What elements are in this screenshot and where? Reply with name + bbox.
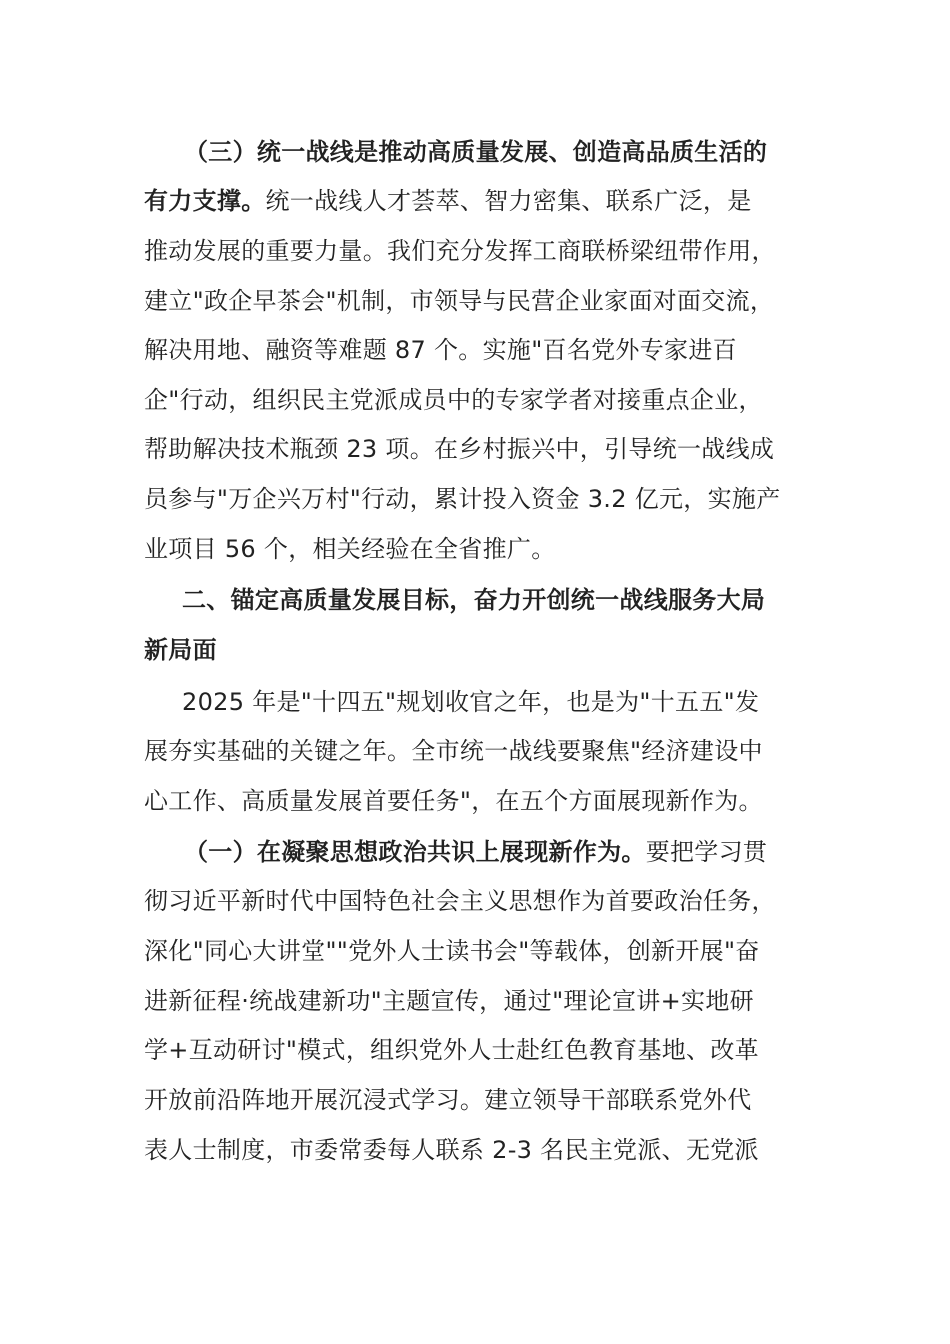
paragraph-line [144,785,763,817]
paragraph-line [144,384,763,416]
paragraph-line [144,235,776,267]
paragraph-line [182,686,759,718]
body-text: 企"行动，组织民主党派成员中的专家学者对接重点企业， [144,386,763,414]
body-text: 表人士制度，市委常委每人联系 2-3 名民主党派、无党派 [144,1136,759,1164]
body-text: 建立"政企早茶会"机制，市领导与民营企业家面对面交流， [144,287,775,315]
body-text: 学+互动研讨"模式，组织党外人士赴红色教育基地、改革 [144,1036,759,1064]
paragraph-line [144,985,754,1017]
paragraph-line [144,533,556,565]
bold-heading-text: 二、锚定高质量发展目标，奋力开创统一战线服务大局 [182,586,766,614]
section-heading-2-line-2 [144,634,217,666]
paragraph-line [144,433,774,465]
bold-heading-text: （三）统一战线是推动高质量发展、创造高品质生活的 [184,138,768,166]
body-text: 开放前沿阵地开展沉浸式学习。建立领导干部联系党外代 [144,1086,752,1114]
paragraph-line [144,1034,759,1066]
body-text: 展夯实基础的关键之年。全市统一战线要聚焦"经济建设中 [144,737,763,765]
subsection-heading-3-line-1 [184,136,767,168]
paragraph-line [144,483,781,515]
body-text: 推动发展的重要力量。我们充分发挥工商联桥梁纽带作用， [144,237,776,265]
body-text: 2025 年是"十四五"规划收官之年，也是为"十五五"发 [182,688,760,716]
bold-heading-text: 新局面 [144,636,217,664]
paragraph-line [144,285,774,317]
body-text: 心工作、高质量发展首要任务"，在五个方面展现新作为。 [144,787,763,815]
body-text: 统一战线人才荟萃、智力密集、联系广泛，是 [265,187,752,215]
body-text: 深化"同心大讲堂""党外人士读书会"等载体，创新开展"奋 [144,937,760,965]
body-text: 业项目 56 个，相关经验在全省推广。 [144,535,556,563]
body-text: 要把学习贯 [645,838,768,866]
bold-heading-text: （一）在凝聚思想政治共识上展现新作为。 [184,838,646,866]
paragraph-line [144,1084,752,1116]
body-text: 彻习近平新时代中国特色社会主义思想作为首要政治任务， [144,887,776,915]
section-heading-2-line-1 [182,584,765,616]
subsection-heading-1-line-1 [184,836,767,868]
bold-heading-text: 有力支撑。 [144,187,266,215]
paragraph-line [144,935,760,967]
paragraph-line [144,885,776,917]
body-text: 解决用地、融资等难题 87 个。实施"百名党外专家进百 [144,336,737,364]
paragraph-line [144,735,763,767]
body-text: 员参与"万企兴万村"行动，累计投入资金 3.2 亿元，实施产 [144,485,781,513]
paragraph-line [144,1134,759,1166]
body-text: 帮助解决技术瓶颈 23 项。在乡村振兴中，引导统一战线成 [144,435,775,463]
paragraph-line [144,185,752,217]
body-text: 进新征程·统战建新功"主题宣传，通过"理论宣讲+实地研 [144,987,754,1015]
paragraph-line [144,334,737,366]
